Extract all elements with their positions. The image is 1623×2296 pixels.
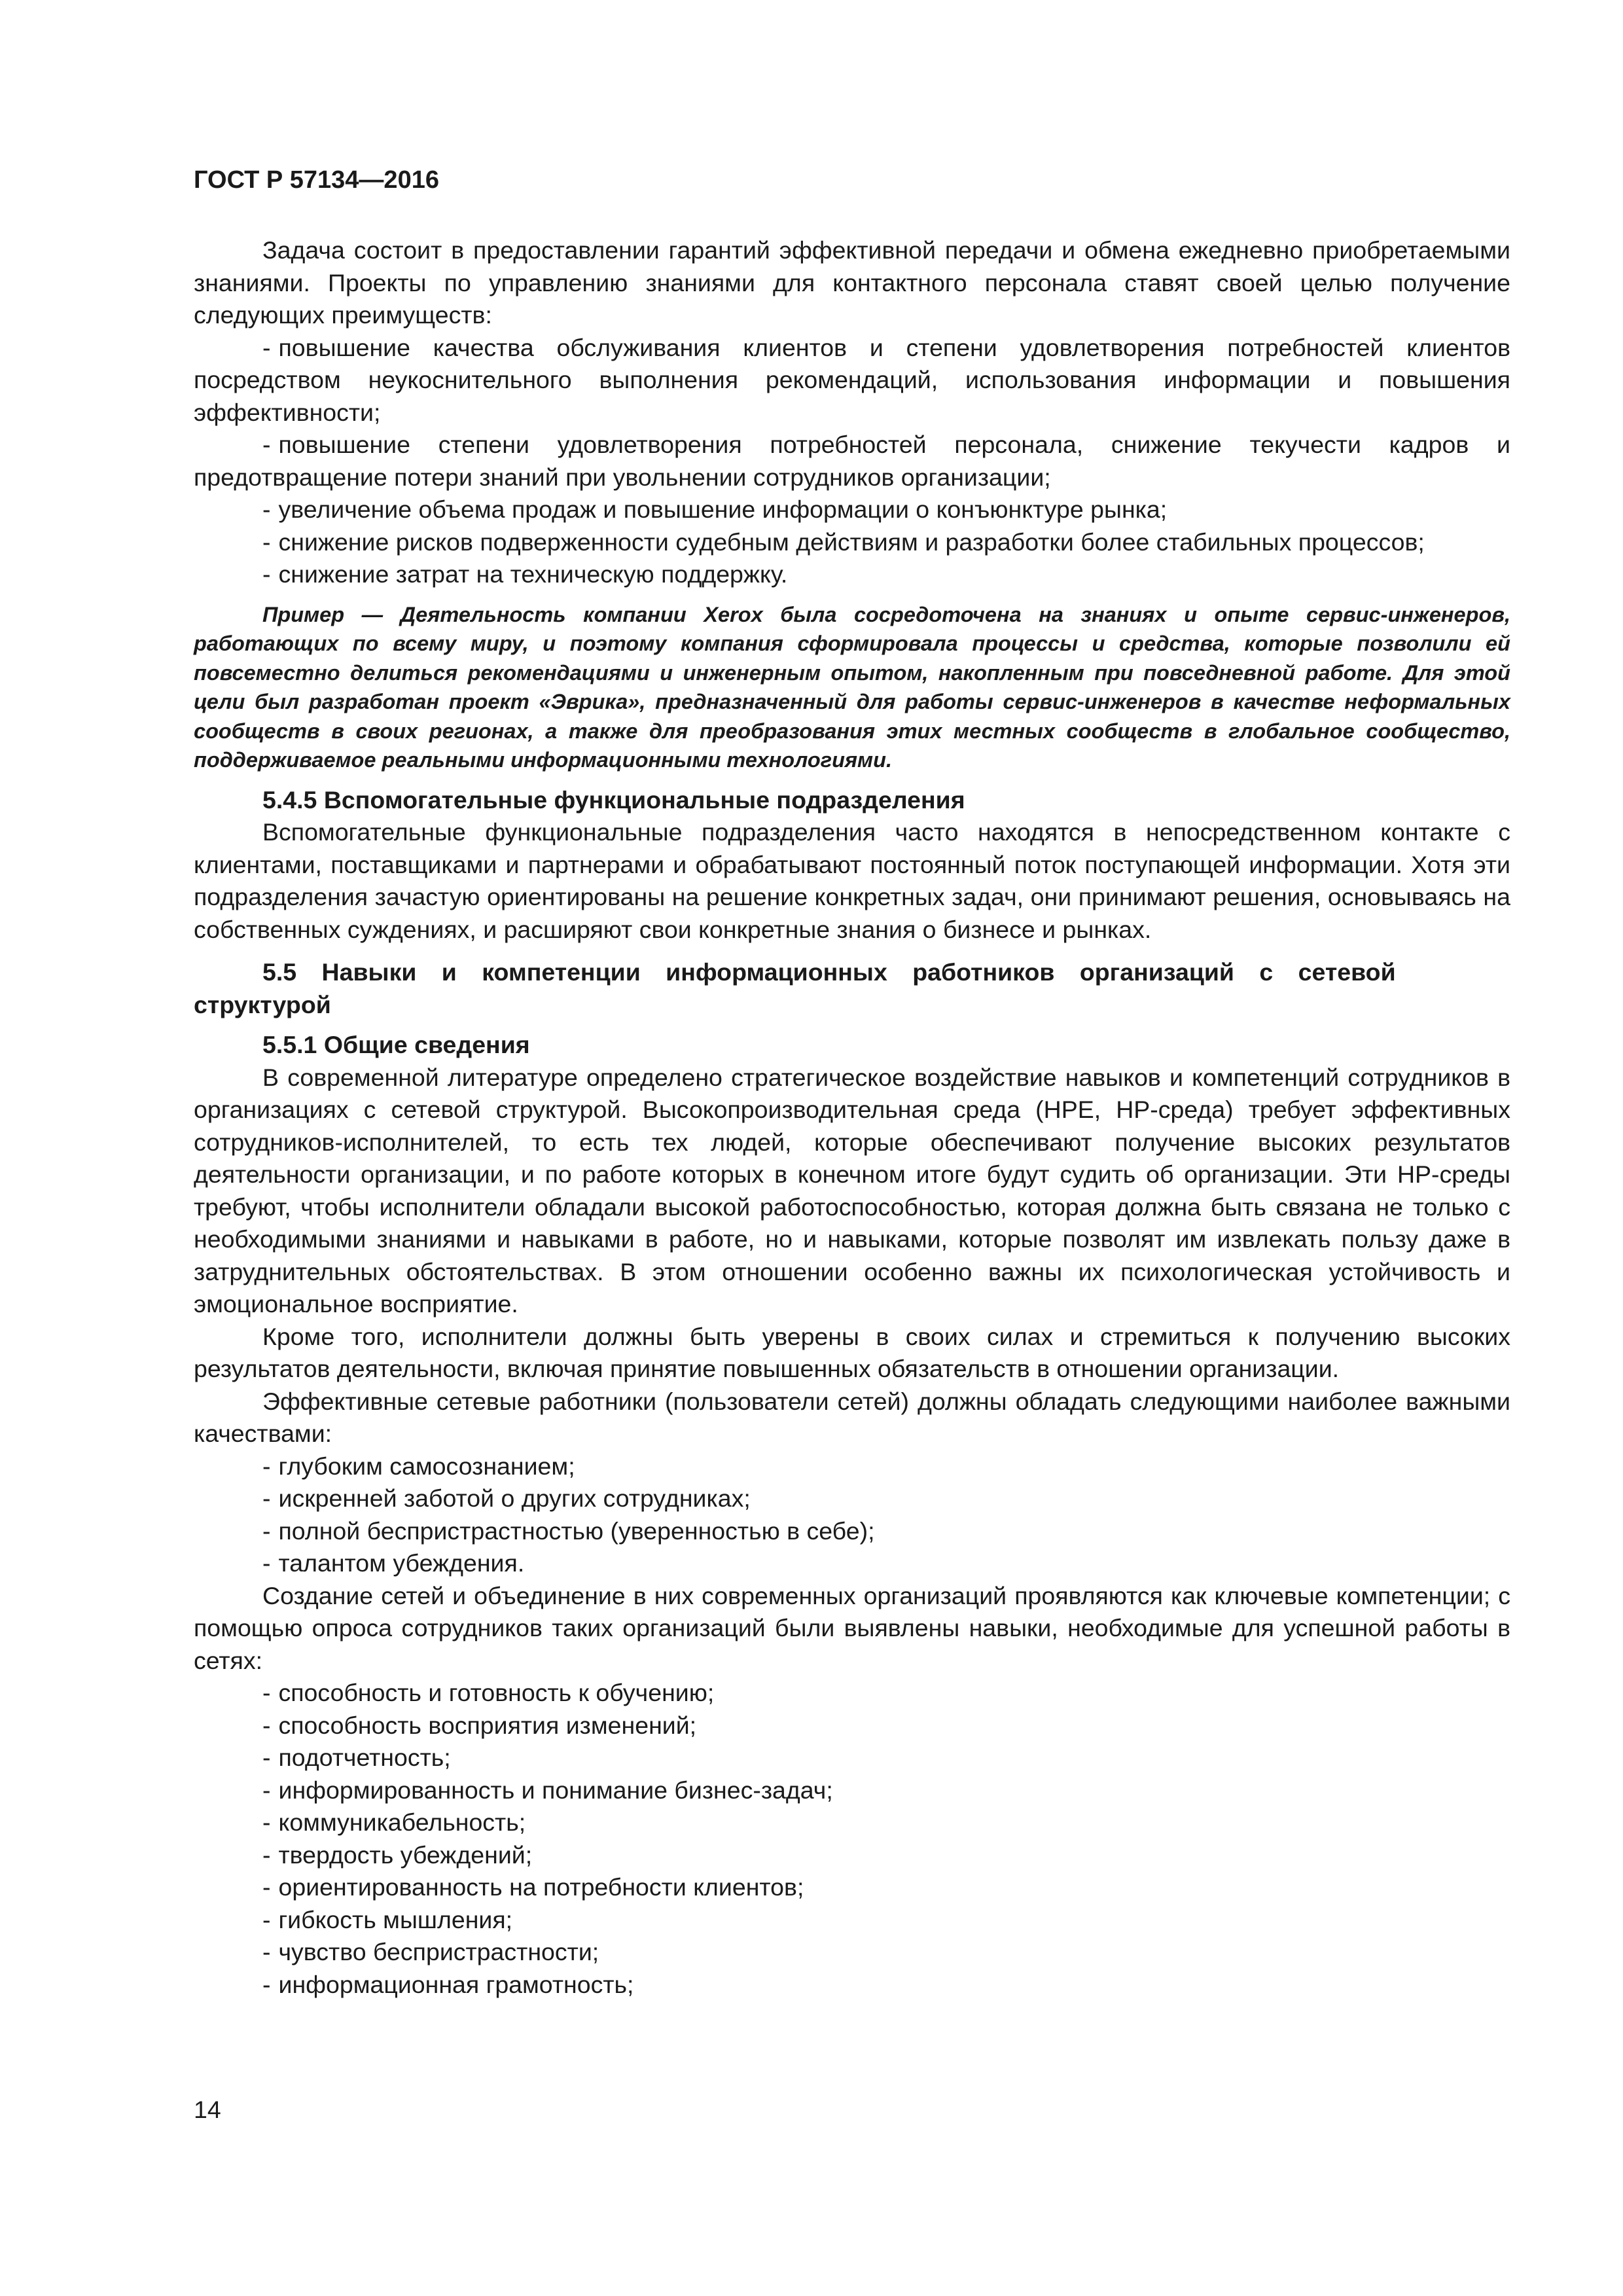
list-dash: - (262, 1905, 271, 1933)
section-55-heading-line1: 5.5 Навыки и компетенции информационных работников организаций с сетевой (262, 958, 1396, 986)
list-item-text: твердость убеждений; (278, 1840, 533, 1869)
section-551-paragraph-4: Создание сетей и объединение в них современных организаций проявляются как ключевые компетенции; с помощью опроса сотрудников таких организаций были выявлены навыки, необходимые для успешной работы в сетях: (194, 1581, 1510, 1674)
intro-paragraph: Задача состоит в предоставлении гарантий эффективной передачи и обмена ежедневно приобретаемыми знаниями. Проекты по управлению знаниями для контактного персонала ставят своей целью получение следующих преимуществ: (194, 236, 1510, 329)
list-item (194, 1871, 1510, 1904)
list-item (194, 1839, 1510, 1872)
list-item-text: ориентированность на потребности клиентов; (278, 1873, 804, 1901)
list-item-text: глубоким самосознанием; (278, 1452, 575, 1480)
list-dash: - (262, 560, 271, 588)
list-dash: - (262, 333, 271, 361)
document-page (194, 164, 1510, 2001)
list-dash: - (262, 1484, 271, 1512)
list-item (194, 429, 1510, 493)
list-item (194, 1936, 1510, 1969)
list-dash: - (262, 1744, 271, 1771)
list-item (194, 1710, 1510, 1742)
section-55-heading (194, 956, 1510, 1021)
list-dash: - (262, 1938, 271, 1965)
list-dash: - (262, 495, 271, 523)
list-dash: - (262, 1776, 271, 1804)
document-id-header: ГОСТ Р 57134—2016 (194, 166, 439, 194)
list-item (194, 1515, 1510, 1548)
page-number: 14 (194, 2096, 221, 2123)
example-note: Пример — Деятельность компании Xerox была сосредоточена на знаниях и опыте сервис-инженеров, работающих по всему миру, и поэтому компания сформировала процессы и средства, которые позволили ей повсеместно делиться рекомендациями и инженерным опытом, накопленным при повседневной работе. Для этой цели был разработан проект «Эврика», предназначенный для работы сервис-инженеров в качестве неформальных сообществ в своих регионах, а также для преобразования этих местных сообществ в глобальное сообщество, поддерживаемое реальными информационными технологиями. (194, 602, 1510, 772)
section-551-heading: 5.5.1 Общие сведения (262, 1031, 530, 1058)
list-dash: - (262, 431, 271, 458)
list-item (194, 1677, 1510, 1710)
list-dash: - (262, 1711, 271, 1739)
list-item (194, 1450, 1510, 1483)
list-item-text: информированность и понимание бизнес-задач; (278, 1776, 833, 1804)
list-item-text: способность и готовность к обучению; (278, 1679, 715, 1706)
list-item (194, 1904, 1510, 1937)
list-item (194, 1806, 1510, 1839)
list-item-text: снижение рисков подверженности судебным действиям и разработки более стабильных процессов; (278, 528, 1425, 556)
section-551-paragraph-3: Эффективные сетевые работники (пользователи сетей) должны обладать следующими наиболее важными качествами: (194, 1387, 1510, 1447)
section-545-heading: 5.4.5 Вспомогательные функциональные подразделения (262, 785, 965, 814)
list-dash: - (262, 1873, 271, 1901)
list-item-text: способность восприятия изменений; (278, 1711, 697, 1739)
list-item-text: коммуникабельность; (278, 1808, 526, 1836)
list-item-text: талантом убеждения. (278, 1549, 525, 1577)
list-dash: - (262, 1679, 271, 1706)
list-item (194, 558, 1510, 591)
list-dash: - (262, 1970, 271, 1998)
list-item (194, 1482, 1510, 1515)
list-item-text: чувство беспристрастности; (278, 1938, 599, 1965)
list-item-text: искренней заботой о других сотрудниках; (278, 1484, 751, 1512)
skills-list (194, 1677, 1510, 2001)
list-item-text: повышение качества обслуживания клиентов и степени удовлетворения потребностей клиентов посредством неукоснительного выполнения рекомендаций, использования информации и повышения эффективности; (194, 333, 1510, 426)
list-item-text: информационная грамотность; (278, 1970, 634, 1998)
list-dash: - (262, 528, 271, 556)
list-item-text: увеличение объема продаж и повышение информации о конъюнктуре рынка; (278, 495, 1168, 523)
list-item (194, 493, 1510, 526)
section-55-heading-line2: структурой (194, 990, 331, 1018)
list-dash: - (262, 1452, 271, 1480)
list-dash: - (262, 1808, 271, 1836)
list-item (194, 1969, 1510, 2001)
benefits-list (194, 332, 1510, 591)
list-item (194, 1547, 1510, 1580)
list-item (194, 526, 1510, 559)
section-545-paragraph: Вспомогательные функциональные подразделения часто находятся в непосредственном контакте с клиентами, поставщиками и партнерами и обрабатывают постоянный поток поступающей информации. Хотя эти подразделения зачастую ориентированы на решение конкретных задач, они принимают решения, основываясь на собственных суждениях, и расширяют свои конкретные знания о бизнесе и рынках. (194, 818, 1510, 943)
list-item-text: снижение затрат на техническую поддержку. (278, 560, 788, 588)
list-dash: - (262, 1840, 271, 1869)
list-item-text: повышение степени удовлетворения потребностей персонала, снижение текучести кадров и предотвращение потери знаний при увольнении сотрудников организации; (194, 431, 1510, 491)
list-item (194, 1742, 1510, 1774)
list-item (194, 332, 1510, 429)
section-551-paragraph-2: Кроме того, исполнители должны быть уверены в своих силах и стремиться к получению высоких результатов деятельности, включая принятие повышенных обязательств в отношении организации. (194, 1322, 1510, 1382)
qualities-list (194, 1450, 1510, 1580)
section-551-paragraph-1: В современной литературе определено стратегическое воздействие навыков и компетенций сотрудников в организациях с сетевой структурой. Высокопроизводительная среда (HPE, HP-среда) требует эффективных сотрудников-исполнителей, то есть тех людей, которые обеспечивают получение высоких результатов деятельности организации, и по работе которых в конечном итоге будут судить об организации. Эти HP-среды требуют, чтобы исполнители обладали высокой работоспособностью, которая должна быть связана не только с необходимыми знаниями и навыками в работе, но и навыками, которые позволят им извлекать пользу даже в затруднительных обстоятельствах. В этом отношении особенно важны их психологическая устойчивость и эмоциональное восприятие. (194, 1063, 1510, 1318)
list-item (194, 1774, 1510, 1807)
list-dash: - (262, 1516, 271, 1545)
list-dash: - (262, 1549, 271, 1577)
list-item-text: подотчетность; (278, 1744, 451, 1771)
list-item-text: гибкость мышления; (278, 1905, 513, 1933)
list-item-text: полной беспристрастностью (уверенностью в себе); (278, 1516, 875, 1545)
